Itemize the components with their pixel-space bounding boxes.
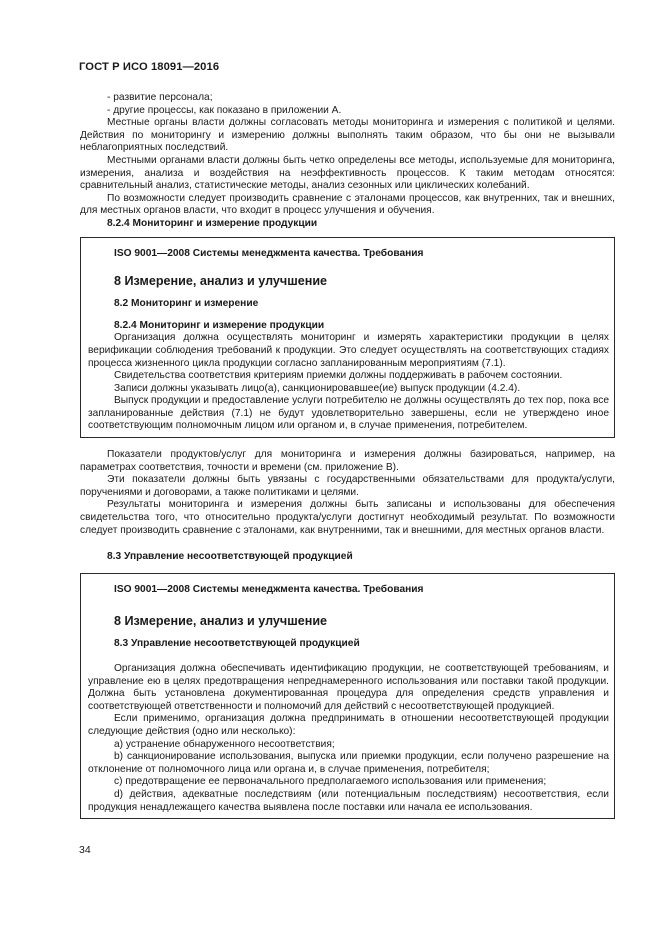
list-item: - развитие персонала; (107, 92, 213, 103)
iso-quote-box-8-3 (80, 573, 615, 819)
quoted-section-title: 8 Измерение, анализ и улучшение (114, 274, 328, 289)
quoted-subsection-title: 8.2 Мониторинг и измерение (114, 298, 259, 310)
iso-title: ISO 9001—2008 Системы менеджмента качества. Требования (114, 247, 424, 259)
section-heading-8-3: 8.3 Управление несоответствующей продукцией (107, 551, 353, 563)
iso-quote-box-8-2-4 (80, 237, 615, 439)
quoted-list-item: d) действия, адекватные последствиям (или потенциальным последствиям) несоответствия, если продукция ненадлежащего качества выявлена после поставки или начала ее использования. (88, 788, 609, 813)
paragraph: Эти показатели должны быть увязаны с государственными обязательствами для продукта/услуги, поручениями и договорами, а также политиками и целями. (80, 474, 615, 498)
quoted-section-title: 8 Измерение, анализ и улучшение (114, 614, 328, 629)
paragraph: Местными органами власти должны быть четко определены все методы, используемые для мониторинга, измерения, анализа и воздействия на неэффективность процессов. К таким методам относятся: сравнительный анализ, статистические методы, анализ сезонных или циклических колебаний. (80, 154, 615, 192)
quoted-paragraph: Свидетельства соответствия критериям приемки должны поддерживать в рабочем состоянии. (114, 370, 563, 382)
page-number: 34 (79, 844, 91, 856)
iso-title: ISO 9001—2008 Системы менеджмента качества. Требования (114, 583, 424, 595)
quoted-paragraph: Записи должны указывать лицо(а), санкционировавшее(ие) выпуск продукции (4.2.4). (114, 382, 521, 394)
quoted-subsubsection-title: 8.2.4 Мониторинг и измерение продукции (114, 319, 325, 331)
section-heading-8-2-4: 8.2.4 Мониторинг и измерение продукции (107, 217, 318, 229)
list-item: - другие процессы, как показано в приложении А. (107, 104, 342, 116)
paragraph: Местные органы власти должны согласовать методы мониторинга и измерения с политикой и целями. Действия по мониторингу и измерению должны выполнять таким образом, что бы они не вызывали неблагоприятных последствий. (80, 117, 615, 154)
quoted-list-item: a) устранение обнаруженного несоответствия; (114, 738, 335, 750)
paragraph: Результаты мониторинга и измерения должны быть записаны и использованы для обеспечения свидетельства того, что относительно продукта/услуги достигнут необходимый результат. По возможности следует производить сравнение с эталонами, как внутренними, так и внешними, для местных органов власти. (80, 499, 615, 536)
page-content (80, 92, 615, 819)
quoted-paragraph: Если применимо, организация должна предпринимать в отношении несоответствующей продукции следующие действия (одно или несколько): (88, 713, 609, 737)
quoted-list-item: c) предотвращение ее первоначального предполагаемого использования или применения; (114, 776, 547, 788)
quoted-list-item: b) санкционирование использования, выпуска или приемки продукции, если получено разрешение на отклонение от полномочного лица или органа и, в случае применения, потребителя; (88, 751, 609, 775)
quoted-paragraph: Организация должна осуществлять мониторинг и измерять характеристики продукции в целях верификации соблюдения требований к продукции. Это следует осуществлять на соответствующих стадиях процесса жизненного цикла продукции согласно запланированным мероприятиям (7.1). (88, 332, 609, 369)
quoted-subsection-title: 8.3 Управление несоответствующей продукцией (114, 638, 360, 650)
standard-header: ГОСТ Р ИСО 18091—2016 (79, 61, 220, 73)
paragraph: Показатели продуктов/услуг для мониторинга и измерения должны базироваться, например, на параметрах соответствия, точности и времени (см. приложение В). (80, 449, 615, 473)
paragraph: По возможности следует производить сравнение с эталонами процессов, как внутренних, так и внешних, для местных органов власти, что входит в процесс улучшения и обучения. (80, 192, 615, 217)
quoted-paragraph: Выпуск продукции и предоставление услуги потребителю не должны осуществлять до тех пор, пока все запланированные действия (7.1) не будут удовлетворительно завершены, если не утверждено иное соответствующим полномочным лицом или органом и, в случае применения, потребителем. (88, 395, 609, 432)
quoted-paragraph: Организация должна обеспечивать идентификацию продукции, не соответствующей требованиям, и управление ею в целях предотвращения непреднамеренного использования или поставки такой продукции. Должна быть установлена документированная процедура для определения средств управления и соответствующей ответственности и полномочий для действий с несоответствующей продукцией. (88, 663, 609, 712)
